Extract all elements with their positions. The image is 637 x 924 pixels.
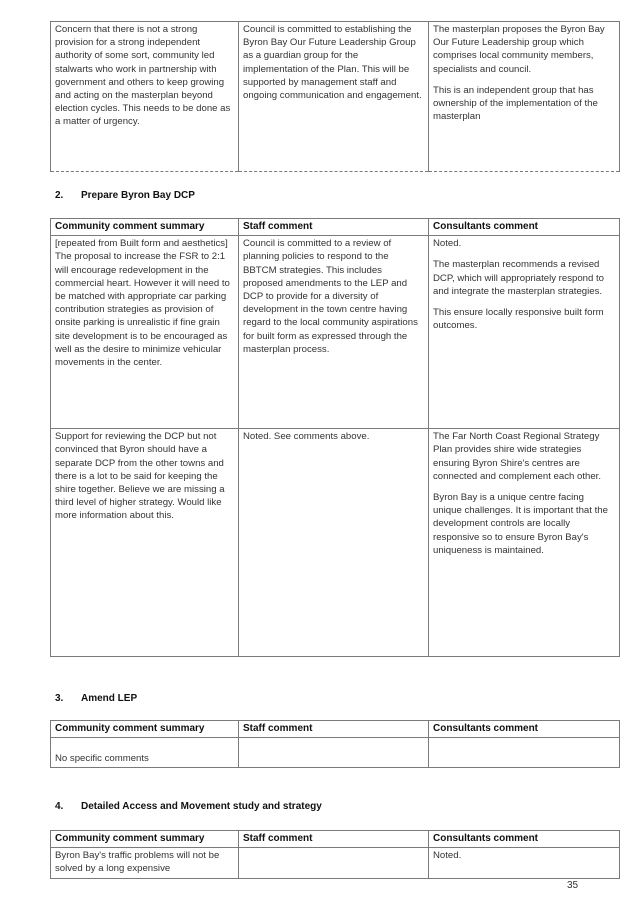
table-header-row bbox=[51, 219, 620, 236]
table-row bbox=[51, 429, 620, 657]
section-heading-lep bbox=[55, 693, 137, 704]
header-community: Community comment summary bbox=[51, 721, 239, 738]
section-heading-dcp bbox=[55, 190, 195, 201]
header-community: Community comment summary bbox=[51, 831, 239, 848]
staff-comment-cell bbox=[239, 738, 429, 768]
section-title: Detailed Access and Movement study and strategy bbox=[81, 801, 322, 812]
staff-comment-cell: Council is committed to establishing the Byron Bay Our Future Leadership Group as a guardian group for the implementation of the Plan. This will be supported by management staff and ongoing communication and engagement. bbox=[239, 22, 429, 172]
page-number: 35 bbox=[567, 880, 579, 891]
consultant-paragraph: Noted. bbox=[433, 238, 462, 250]
consultant-comment-cell bbox=[429, 236, 620, 429]
consultant-comment-cell bbox=[429, 22, 620, 172]
table-leadership-continuation bbox=[50, 21, 620, 172]
table-row bbox=[51, 848, 620, 878]
consultant-paragraph: This is an independent group that has ownership of the implementation of the masterplan bbox=[433, 84, 598, 123]
header-staff: Staff comment bbox=[239, 721, 429, 738]
consultant-comment-cell bbox=[429, 738, 620, 768]
table-row bbox=[51, 738, 620, 768]
consultant-paragraph: The masterplan recommends a revised DCP, which will appropriately respond to and integrate the masterplan strategies. bbox=[433, 259, 604, 297]
section-number: 2. bbox=[55, 190, 64, 201]
table-header-row bbox=[51, 721, 620, 738]
community-comment-text: No specific comments bbox=[55, 753, 149, 764]
community-comment-cell: Support for reviewing the DCP but not convinced that Byron should have a separate DCP from the other towns and there is a lot to be said for keeping the shire together. Believe we are missing a third level of higher strategy. Would like more information about this. bbox=[51, 429, 239, 657]
table-dcp bbox=[50, 218, 620, 657]
consultant-paragraph: This ensure locally responsive built form outcomes. bbox=[433, 307, 604, 332]
header-staff: Staff comment bbox=[239, 219, 429, 236]
header-staff: Staff comment bbox=[239, 831, 429, 848]
section-heading-access-movement bbox=[55, 801, 322, 812]
consultant-paragraph: The masterplan proposes the Byron Bay Our Future Leadership group which comprises local community members, specialists and council. bbox=[433, 24, 605, 75]
section-number: 3. bbox=[55, 693, 64, 704]
staff-comment-cell: Council is committed to a review of planning policies to respond to the BBTCM strategies. This includes proposed amendments to the LEP and DCP to provide for a diversity of development in the town centre having regard to the local community aspirations for built form as expressed through the masterplan process. bbox=[239, 236, 429, 429]
table-access-movement bbox=[50, 830, 620, 879]
section-number: 4. bbox=[55, 801, 64, 812]
header-consultant: Consultants comment bbox=[429, 831, 620, 848]
table-lep bbox=[50, 720, 620, 768]
consultant-comment-cell bbox=[429, 429, 620, 657]
table-header-row bbox=[51, 831, 620, 848]
table-row bbox=[51, 236, 620, 429]
consultant-comment-cell: Noted. bbox=[429, 848, 620, 878]
table-row bbox=[51, 22, 620, 172]
community-comment-cell bbox=[51, 738, 239, 768]
staff-comment-cell: Noted. See comments above. bbox=[239, 429, 429, 657]
community-comment-cell: Concern that there is not a strong provision for a strong independent authority of some sort, community led stalwarts who work in partnership with government and others to keep growing and acting on the masterplan beyond election cycles. This needs to be done as a matter of urgency. bbox=[51, 22, 239, 172]
consultant-paragraph: Byron Bay is a unique centre facing unique challenges. It is important that the development controls are locally responsive so to ensure Byron Bay's uniqueness is maintained. bbox=[433, 492, 608, 556]
community-comment-cell: [repeated from Built form and aesthetics] The proposal to increase the FSR to 2:1 will encourage redevelopment in the commercial heart. However it will need to be matched with appropriate car parking contribution strategies as provision of onsite parking is unrealistic if fine grain site development is to be encouraged as well as the desire to minimize vehicular movements in the center. bbox=[51, 236, 239, 429]
header-consultant: Consultants comment bbox=[429, 219, 620, 236]
section-title: Amend LEP bbox=[81, 693, 138, 704]
header-consultant: Consultants comment bbox=[429, 721, 620, 738]
header-community: Community comment summary bbox=[51, 219, 239, 236]
staff-comment-cell bbox=[239, 848, 429, 878]
consultant-paragraph: The Far North Coast Regional Strategy Plan provides shire wide strategies ensuring Byron Shire's centres are connected and complement each other. bbox=[433, 431, 602, 482]
community-comment-cell: Byron Bay's traffic problems will not be solved by a long expensive bbox=[51, 848, 239, 878]
section-title: Prepare Byron Bay DCP bbox=[81, 190, 195, 201]
